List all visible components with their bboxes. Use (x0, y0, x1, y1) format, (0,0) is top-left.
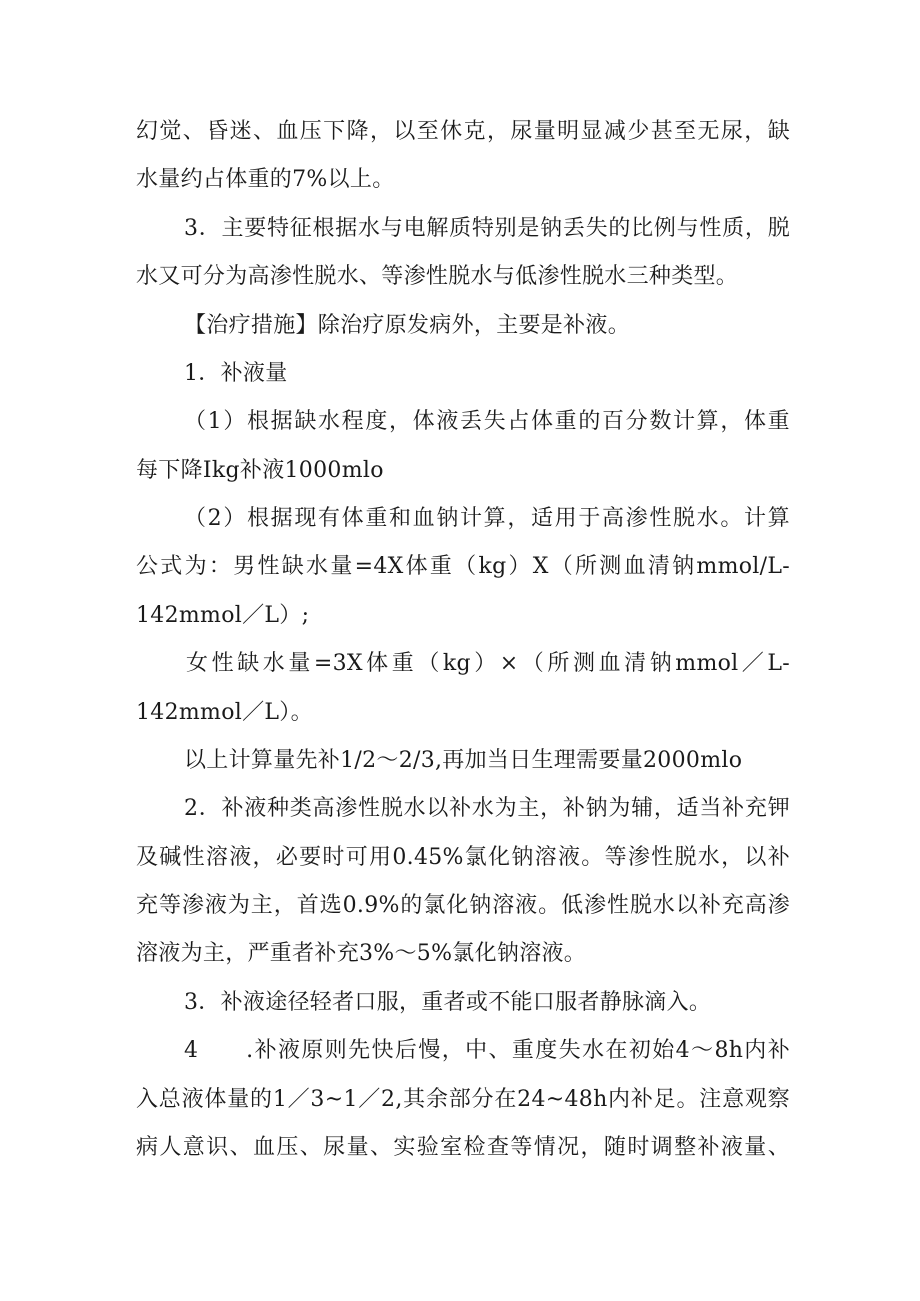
text-line-22: 病人意识、血压、尿量、实验室检查等情况，随时调整补液量、 (136, 1135, 790, 1160)
text-line-20: 4 .补液原则先快后慢，中、重度失水在初始4～8h内补 (184, 1038, 790, 1063)
text-line-4: 水又可分为高渗性脱水、等渗性脱水与低渗性脱水三种类型。 (136, 264, 739, 289)
text-line-6: 1．补液量 (184, 361, 288, 386)
text-line-8: 每下降Ikg补液1000mlo (136, 458, 384, 483)
text-line-10: 公式为：男性缺水量=4X体重（kg）X（所测血清钠mmol/L- (136, 554, 790, 579)
text-line-15: 2．补液种类高渗性脱水以补水为主，补钠为辅，适当补充钾 (184, 796, 790, 821)
text-line-9: （2）根据现有体重和血钠计算，适用于高渗性脱水。计算 (184, 506, 790, 531)
text-line-19: 3．补液途径轻者口服，重者或不能口服者静脉滴入。 (184, 990, 712, 1015)
text-line-13: 142mmol／L）。 (136, 700, 313, 725)
text-line-7: （1）根据缺水程度，体液丢失占体重的百分数计算，体重 (184, 409, 790, 434)
text-line-11: 142mmol／L）; (136, 603, 310, 628)
text-line-14: 以上计算量先补1/2～2/3,再加当日生理需要量2000mlo (184, 748, 743, 773)
text-line-1: 幻觉、昏迷、血压下降，以至休克，尿量明显减少甚至无尿，缺 (136, 119, 790, 144)
text-line-12: 女性缺水量=3X体重（kg）×（所测血清钠mmol／L- (186, 651, 790, 676)
text-line-16: 及碱性溶液，必要时可用0.45%氯化钠溶液。等渗性脱水，以补 (136, 845, 790, 870)
text-line-2: 水量约占体重的7%以上。 (136, 167, 395, 192)
text-line-3: 3．主要特征根据水与电解质特别是钠丢失的比例与性质，脱 (184, 216, 790, 241)
section-heading-treatment: 【治疗措施】除治疗原发病外，主要是补液。 (184, 313, 631, 338)
text-line-21: 入总液体量的1／3~1／2,其余部分在24~48h内补足。注意观察 (136, 1087, 790, 1112)
text-line-18: 溶液为主，严重者补充3%～5%氯化钠溶液。 (136, 941, 587, 966)
text-line-17: 充等渗液为主，首选0.9%的氯化钠溶液。低渗性脱水以补充高渗 (136, 893, 790, 918)
